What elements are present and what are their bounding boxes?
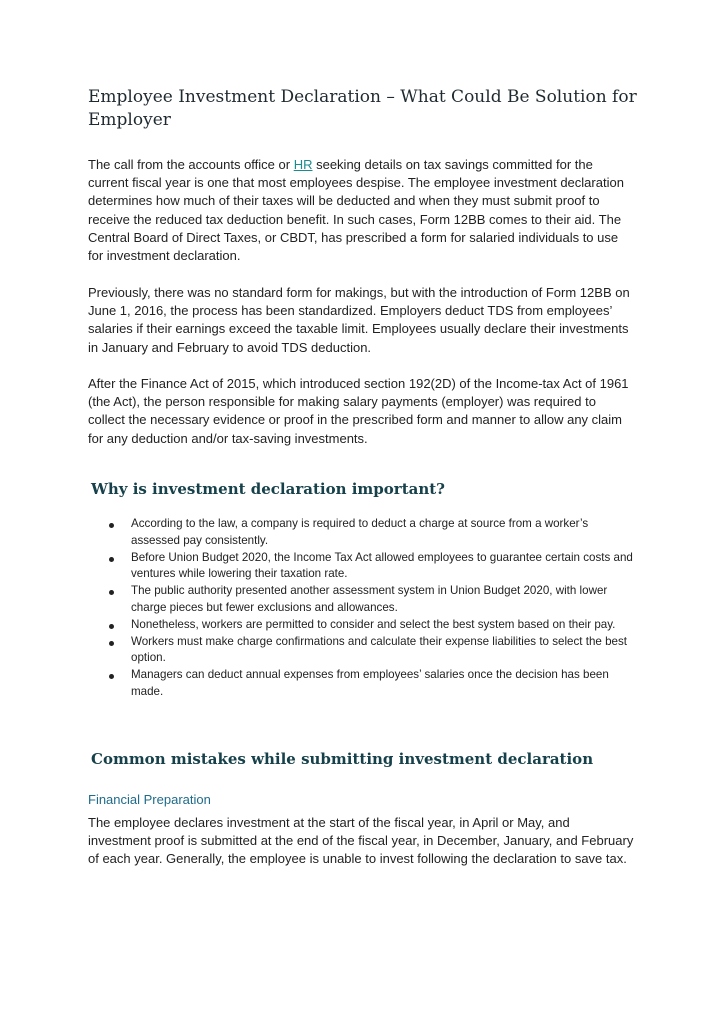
bullet-text: Managers can deduct annual expenses from employees’ salaries once the decision has been made. <box>131 668 609 698</box>
bullet-text: The public authority presented another assessment system in Union Budget 2020, with lower charge pieces but fewer exclusions and allowances. <box>131 584 608 614</box>
intro-paragraph-1-text-end: seeking details on tax savings committed for the current fiscal year is one that most employees despise. The employee investment declaration determines how much of their taxes will be deducted and when they must submit proof to receive the reduced tax deduction benefit. In such cases, Form 12BB comes to their aid. The Central Board of Direct Taxes, or CBDT, has prescribed a form for salaried individuals to use for investment declaration. <box>88 157 624 264</box>
bullet-item <box>105 634 635 668</box>
bullet-text: According to the law, a company is required to deduct a charge at source from a worker’s assessed pay consistently. <box>131 517 589 547</box>
bullet-item <box>105 667 635 701</box>
bullet-item <box>105 583 635 617</box>
bullet-dot-icon <box>109 590 114 595</box>
intro-paragraph-3: After the Finance Act of 2015, which introduced section 192(2D) of the Income-tax Act of 1961 (the Act), the person responsible for making salary payments (employer) was required to collect the necessary evidence or proof in the prescribed form and manner to allow any claim for any deduction and/or tax-saving investments. <box>88 376 629 446</box>
mistakes-section-heading: Common mistakes while submitting investment declaration <box>91 750 594 768</box>
bullet-item <box>105 617 635 634</box>
why-section-heading: Why is investment declaration important? <box>91 480 445 498</box>
hr-link[interactable]: HR <box>293 157 313 172</box>
bullet-text: Before Union Budget 2020, the Income Tax Act allowed employees to guarantee certain costs and ventures while lowering their taxation rate. <box>131 550 633 581</box>
bullet-dot-icon <box>109 523 114 528</box>
document-title: Employee Investment Declaration – What Could Be Solution for Employer <box>88 87 637 130</box>
intro-paragraph-1 <box>88 156 636 265</box>
intro-paragraph-1-text-start: The call from the accounts office or <box>88 157 294 172</box>
bullet-dot-icon <box>109 557 114 562</box>
why-bullet-list <box>105 516 635 701</box>
intro-paragraph-2: Previously, there was no standard form for makings, but with the introduction of Form 12BB on June 1, 2016, the process has been standardized. Employers deduct TDS from employees’ salaries if their earnings exceed the taxable limit. Employees usually declare their investments in January and February to avoid TDS deduction. <box>88 285 630 355</box>
bullet-item <box>105 550 635 584</box>
financial-preparation-paragraph: The employee declares investment at the start of the fiscal year, in April or May, and investment proof is submitted at the end of the fiscal year, in December, January, and February of each year. Generally, the employee is unable to invest following the declaration to save tax. <box>88 815 634 867</box>
bullet-text: Workers must make charge confirmations and calculate their expense liabilities to select the best option. <box>131 634 627 665</box>
financial-preparation-subheading: Financial Preparation <box>88 792 211 807</box>
bullet-dot-icon <box>109 624 114 629</box>
bullet-dot-icon <box>109 674 114 679</box>
bullet-dot-icon <box>109 641 114 646</box>
bullet-text: Nonetheless, workers are permitted to consider and select the best system based on their pay. <box>131 617 616 631</box>
bullet-item <box>105 516 635 550</box>
